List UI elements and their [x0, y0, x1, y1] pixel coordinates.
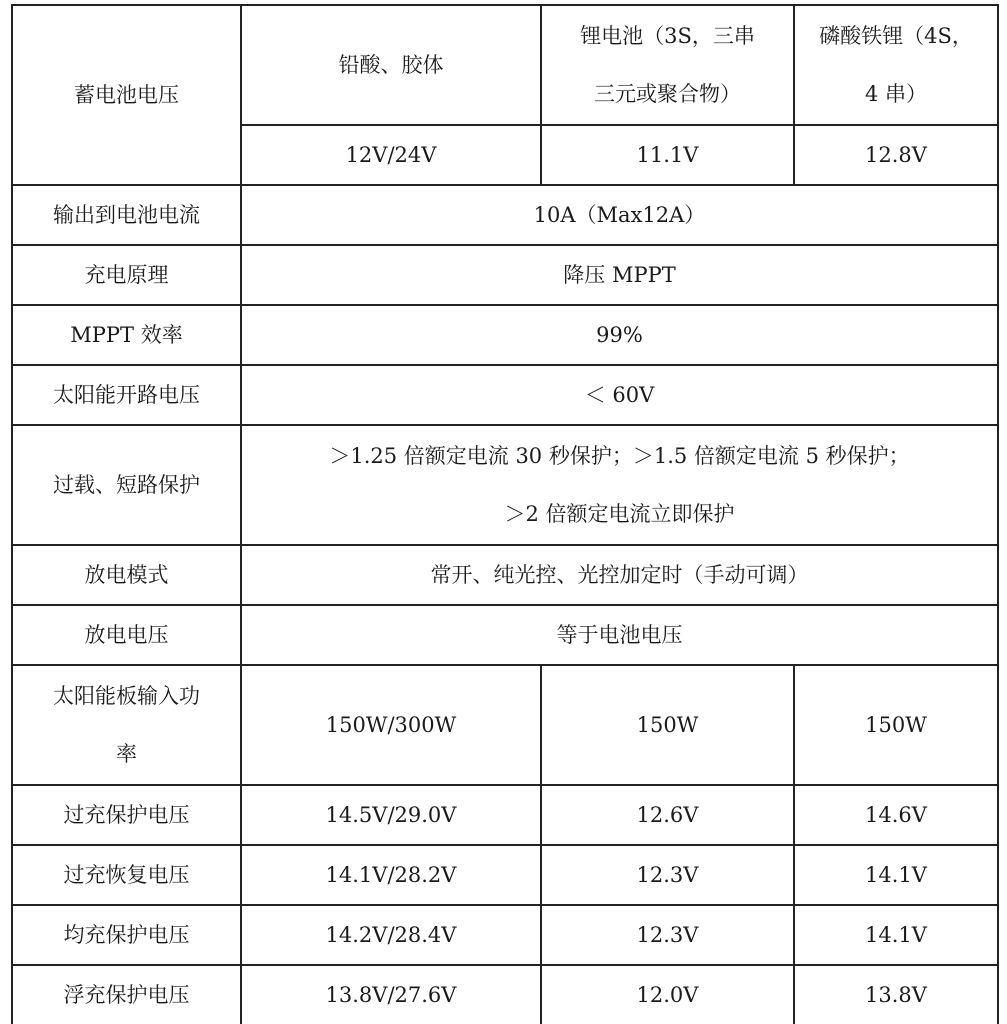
table-row: [12, 965, 998, 1024]
overcharge-protect-lead-acid: 14.5V/29.0V: [241, 785, 541, 845]
solar-power-lead-acid: 150W/300W: [241, 665, 541, 785]
float-protect-lead-acid: 13.8V/27.6V: [241, 965, 541, 1024]
voltage-lithium: 11.1V: [541, 125, 794, 185]
output-current-label: 输出到电池电流: [12, 185, 241, 245]
table-row: [12, 905, 998, 965]
discharge-voltage-label: 放电电压: [12, 605, 241, 665]
voltage-lead-acid: 12V/24V: [241, 125, 541, 185]
table-row: [12, 425, 998, 545]
solar-power-lithium: 150W: [541, 665, 794, 785]
mppt-efficiency-label: MPPT 效率: [12, 305, 241, 365]
equalize-protect-lithium: 12.3V: [541, 905, 794, 965]
equalize-protect-lifepo4: 14.1V: [794, 905, 998, 965]
table-row: [12, 665, 998, 785]
discharge-mode-label: 放电模式: [12, 545, 241, 605]
table-row: [12, 365, 998, 425]
voltage-lifepo4: 12.8V: [794, 125, 998, 185]
table-row: [12, 245, 998, 305]
table-row: [12, 845, 998, 905]
table-row: [12, 185, 998, 245]
table-row: [12, 785, 998, 845]
float-protect-lifepo4: 13.8V: [794, 965, 998, 1024]
type-lifepo4-4s: 磷酸铁锂（4S， 4 串）: [794, 5, 998, 125]
spec-table: [11, 4, 999, 1024]
overcharge-recover-lead-acid: 14.1V/28.2V: [241, 845, 541, 905]
overload-line-1: ＞1.25 倍额定电流 30 秒保护；＞1.5 倍额定电流 5 秒保护；: [329, 444, 910, 468]
float-protect-label: 浮充保护电压: [12, 965, 241, 1024]
float-protect-lithium: 12.0V: [541, 965, 794, 1024]
solar-open-voltage-label: 太阳能开路电压: [12, 365, 241, 425]
charge-principle-value: 降压 MPPT: [241, 245, 998, 305]
overcharge-recover-lithium: 12.3V: [541, 845, 794, 905]
overcharge-protect-lithium: 12.6V: [541, 785, 794, 845]
type-lithium-3s: 锂电池（3S，三串 三元或聚合物）: [541, 5, 794, 125]
table-row: [12, 605, 998, 665]
charge-principle-label: 充电原理: [12, 245, 241, 305]
discharge-voltage-value: 等于电池电压: [241, 605, 998, 665]
overload-protection-value: [241, 425, 998, 545]
discharge-mode-value: 常开、纯光控、光控加定时（手动可调）: [241, 545, 998, 605]
output-current-value: 10A（Max12A）: [241, 185, 998, 245]
overcharge-recover-label: 过充恢复电压: [12, 845, 241, 905]
solar-input-power-label: 太阳能板输入功 率: [12, 665, 241, 785]
solar-power-lifepo4: 150W: [794, 665, 998, 785]
table-row: [12, 305, 998, 365]
battery-voltage-label: 蓄电池电压: [12, 5, 241, 185]
overcharge-protect-label: 过充保护电压: [12, 785, 241, 845]
table-row: [12, 5, 998, 125]
table-row: [12, 545, 998, 605]
mppt-efficiency-value: 99%: [241, 305, 998, 365]
overload-line-2: ＞2 倍额定电流立即保护: [504, 502, 735, 526]
equalize-protect-label: 均充保护电压: [12, 905, 241, 965]
overcharge-recover-lifepo4: 14.1V: [794, 845, 998, 905]
equalize-protect-lead-acid: 14.2V/28.4V: [241, 905, 541, 965]
solar-open-voltage-value: ＜ 60V: [241, 365, 998, 425]
type-lead-acid: 铅酸、胶体: [241, 5, 541, 125]
overcharge-protect-lifepo4: 14.6V: [794, 785, 998, 845]
overload-protection-label: 过载、短路保护: [12, 425, 241, 545]
